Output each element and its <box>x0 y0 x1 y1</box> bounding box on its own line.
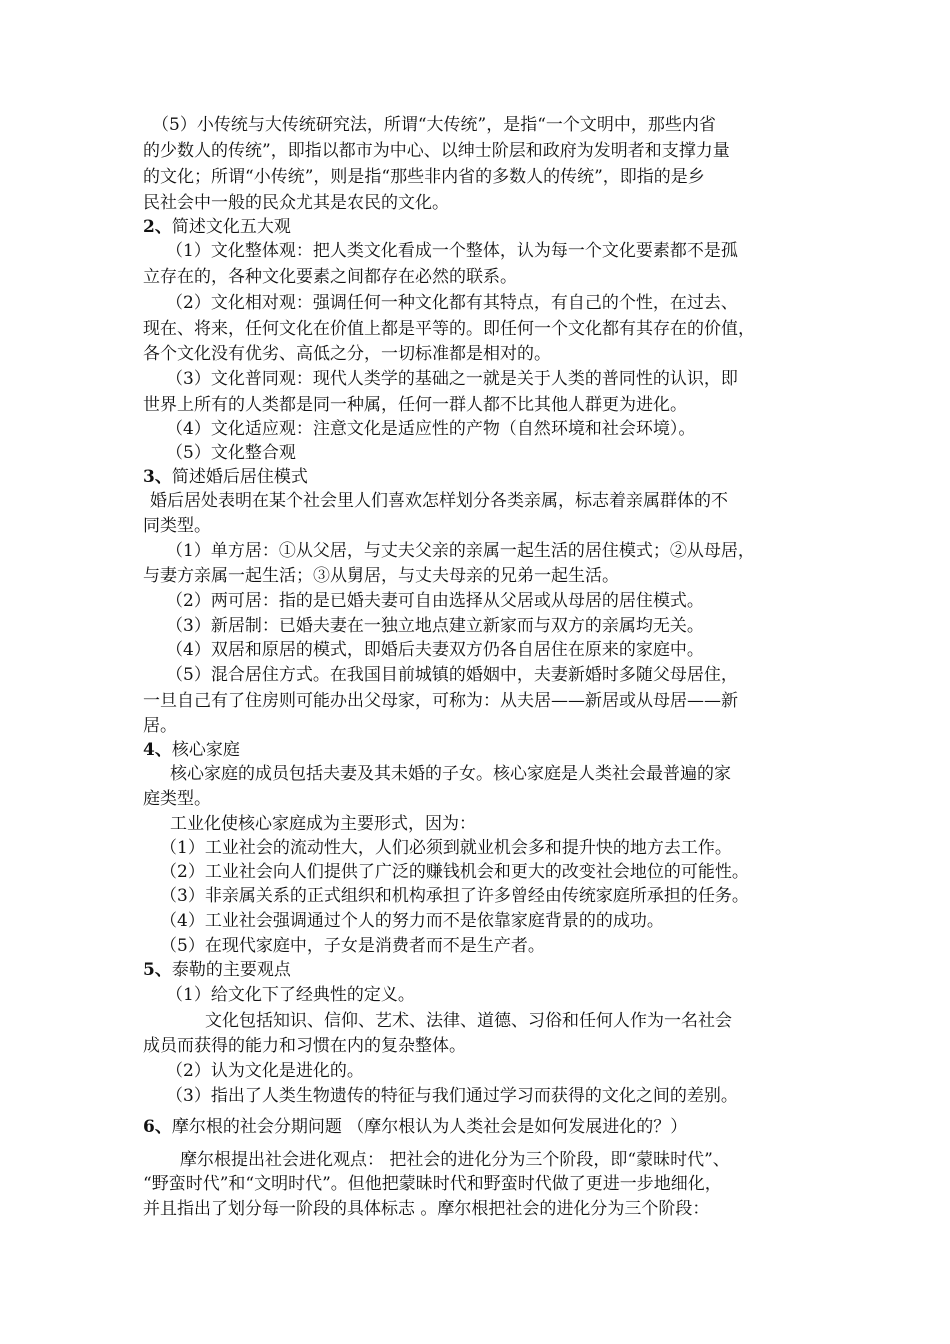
section-number: 3、 <box>143 467 172 487</box>
section-heading <box>143 465 308 489</box>
text-line: 的文化；所谓“小传统”，则是指“那些非内省的多数人的传统”，即指的是乡 <box>143 167 705 187</box>
text-line: （3）新居制：已婚夫妻在一独立地点建立新家而与双方的亲属均无关。 <box>166 616 704 636</box>
text-line: 庭类型。 <box>143 789 211 809</box>
text-line: 并且指出了划分每一阶段的具体标志 。摩尔根把社会的进化分为三个阶段： <box>143 1199 710 1219</box>
section-number: 2、 <box>143 217 172 237</box>
section-heading <box>143 958 291 982</box>
text-line: （4）文化适应观：注意文化是适应性的产物（自然环境和社会环境）。 <box>166 419 696 439</box>
text-line: （2）工业社会向人们提供了广泛的赚钱机会和更大的改变社会地位的可能性。 <box>160 862 749 882</box>
text-line: （3）非亲属关系的正式组织和机构承担了许多曾经由传统家庭所承担的任务。 <box>160 886 749 906</box>
text-line: 现在、将来，任何文化在价值上都是平等的。即任何一个文化都有其存在的价值， <box>143 319 755 339</box>
text-line: 同类型。 <box>143 516 211 536</box>
section-heading <box>143 215 291 239</box>
text-line: 各个文化没有优劣、高低之分，一切标准都是相对的。 <box>143 344 551 364</box>
section-number: 4、 <box>143 740 172 760</box>
text-line: （5）文化整合观 <box>166 443 296 463</box>
text-line: （5）在现代家庭中，子女是消费者而不是生产者。 <box>160 936 545 956</box>
section-number: 6、 <box>143 1117 172 1137</box>
text-line: “野蛮时代”和“文明时代”。但他把蒙昧时代和野蛮时代做了更进一步地细化， <box>143 1174 722 1194</box>
text-line: （5）小传统与大传统研究法，所谓“大传统”，是指“一个文明中，那些内省 <box>152 115 716 135</box>
text-line: 一旦自己有了住房则可能办出父母家，可称为：从夫居——新居或从母居——新 <box>143 691 738 711</box>
text-line: 成员而获得的能力和习惯在内的复杂整体。 <box>143 1036 466 1056</box>
text-line: 立存在的，各种文化要素之间都存在必然的联系。 <box>143 267 517 287</box>
text-line: 的少数人的传统”，即指以都市为中心、以绅士阶层和政府为发明者和支撑力量 <box>143 141 730 161</box>
text-line: （3）指出了人类生物遗传的特征与我们通过学习而获得的文化之间的差别。 <box>166 1086 738 1106</box>
text-line: （4）双居和原居的模式，即婚后夫妻双方仍各自居住在原来的家庭中。 <box>166 640 704 660</box>
section-heading <box>143 1115 687 1139</box>
text-line: （1）单方居：①从父居，与丈夫父亲的亲属一起生活的居住模式；②从母居， <box>166 541 755 561</box>
section-title: 简述婚后居住模式 <box>171 467 308 487</box>
text-line: 摩尔根提出社会进化观点： 把社会的进化分为三个阶段，即“蒙昧时代”、 <box>180 1150 730 1170</box>
section-title: 核心家庭 <box>171 740 240 760</box>
text-line: （4）工业社会强调通过个人的努力而不是依靠家庭背景的的成功。 <box>160 911 664 931</box>
text-line: 世界上所有的人类都是同一种属，任何一群人都不比其他人群更为进化。 <box>143 395 687 415</box>
text-line: 文化包括知识、信仰、艺术、法律、道德、习俗和任何人作为一名社会 <box>205 1011 732 1031</box>
text-line: 与妻方亲属一起生活；③从舅居，与丈夫母亲的兄弟一起生活。 <box>143 566 619 586</box>
text-line: 核心家庭的成员包括夫妻及其未婚的子女。核心家庭是人类社会最普遍的家 <box>170 764 731 784</box>
text-line: （2）两可居：指的是已婚夫妻可自由选择从父居或从母居的居住模式。 <box>166 591 704 611</box>
section-title: 简述文化五大观 <box>171 217 291 237</box>
text-line: （3）文化普同观：现代人类学的基础之一就是关于人类的普同性的认识，即 <box>166 369 738 389</box>
text-line: （2）文化相对观：强调任何一种文化都有其特点，有自己的个性，在过去、 <box>166 293 738 313</box>
text-line: （1）工业社会的流动性大，人们必须到就业机会多和提升快的地方去工作。 <box>160 838 732 858</box>
section-number: 5、 <box>143 960 172 980</box>
section-title: 摩尔根的社会分期问题 （摩尔根认为人类社会是如何发展进化的？） <box>171 1117 688 1137</box>
text-line: （5）混合居住方式。在我国目前城镇的婚姻中，夫妻新婚时多随父母居住， <box>166 665 738 685</box>
text-line: 民社会中一般的民众尤其是农民的文化。 <box>143 193 449 213</box>
section-title: 泰勒的主要观点 <box>171 960 291 980</box>
text-line: 居。 <box>143 716 177 736</box>
text-line: 婚后居处表明在某个社会里人们喜欢怎样划分各类亲属，标志着亲属群体的不 <box>150 491 728 511</box>
section-heading <box>143 738 240 762</box>
text-line: （2）认为文化是进化的。 <box>166 1061 364 1081</box>
text-line: （1）文化整体观：把人类文化看成一个整体，认为每一个文化要素都不是孤 <box>166 241 738 261</box>
text-line: （1）给文化下了经典性的定义。 <box>166 985 415 1005</box>
text-line: 工业化使核心家庭成为主要形式，因为： <box>170 814 476 834</box>
